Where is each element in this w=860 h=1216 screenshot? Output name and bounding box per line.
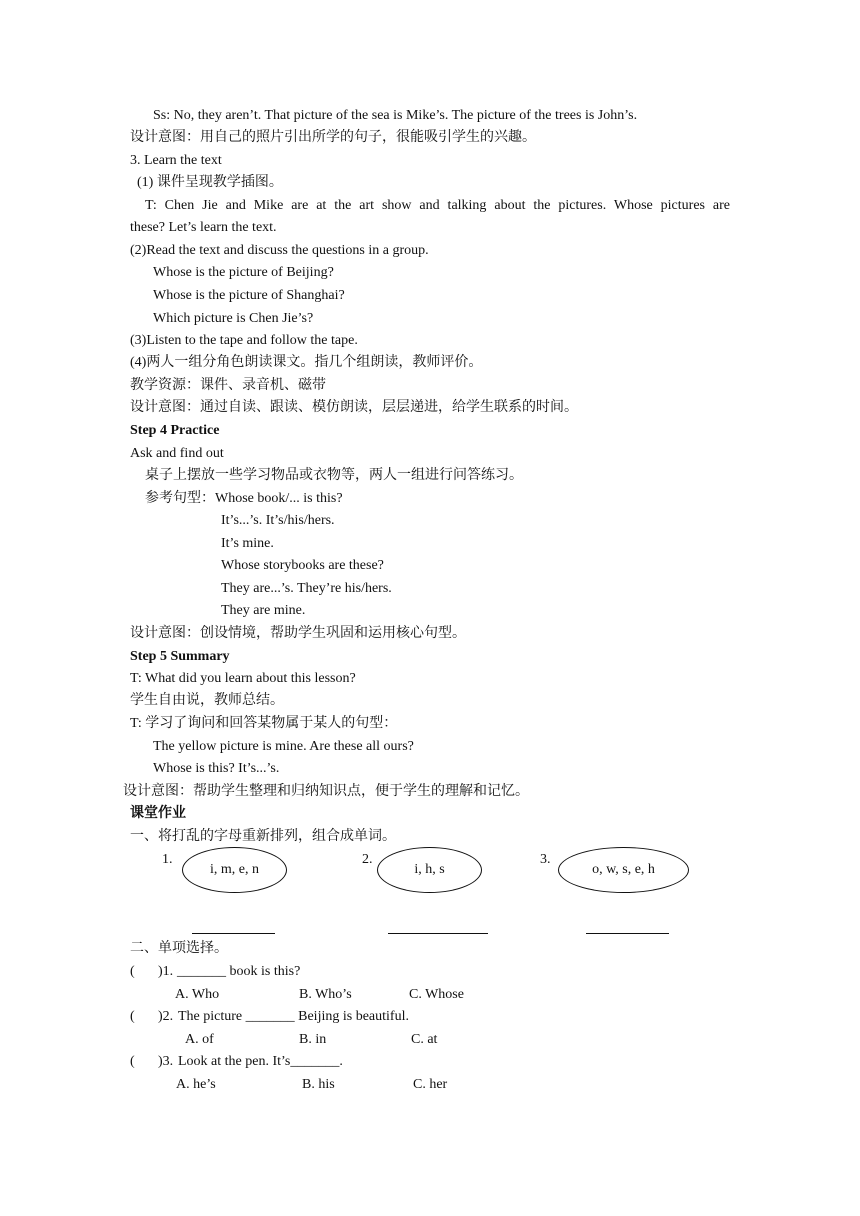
sentence-pattern: It’s mine. <box>221 536 274 551</box>
scramble-number: 2. <box>362 852 373 867</box>
scramble-letters: i, h, s <box>414 862 445 877</box>
sentence-pattern: It’s...’s. It’s/his/hers. <box>221 513 335 528</box>
design-intent: 设计意图：用自己的照片引出所学的句子，很能吸引学生的兴趣。 <box>130 130 536 145</box>
question-line: Whose is the picture of Beijing? <box>153 265 334 280</box>
answer-paren: ( <box>130 1054 135 1069</box>
scramble-oval <box>558 847 689 893</box>
question-number: )1. <box>158 964 174 979</box>
option-a: A. of <box>185 1032 214 1047</box>
activity-title: Ask and find out <box>130 446 224 461</box>
question-line: Which picture is Chen Jie’s? <box>153 311 314 326</box>
sentence-pattern: They are...’s. They’re his/hers. <box>221 581 392 596</box>
step-item: (1) 课件呈现教学插图。 <box>137 175 283 190</box>
section-heading: Step 4 Practice <box>130 423 220 438</box>
scramble-oval <box>377 847 482 893</box>
option-c: C. at <box>411 1032 438 1047</box>
step-item: (2)Read the text and discuss the questions in a group. <box>130 243 429 258</box>
option-c: C. her <box>413 1077 448 1092</box>
sentence-pattern: They are mine. <box>221 603 306 618</box>
option-c: C. Whose <box>409 987 464 1002</box>
scramble-letters: o, w, s, e, h <box>592 862 655 877</box>
scramble-oval <box>182 847 287 893</box>
answer-paren: ( <box>130 1009 135 1024</box>
answer-blank[interactable] <box>388 933 488 934</box>
section-heading: 3. Learn the text <box>130 153 222 168</box>
dialogue-line: T: What did you learn about this lesson? <box>130 671 356 686</box>
scramble-number: 1. <box>162 852 173 867</box>
question-number: )3. <box>158 1054 174 1069</box>
dialogue-line: Ss: No, they aren’t. That picture of the sea is Mike’s. The picture of the trees is John’s. <box>153 108 638 123</box>
summary-sentence: Whose is this? It’s...’s. <box>153 761 280 776</box>
question-stem: Look at the pen. It’s_______. <box>178 1054 343 1069</box>
option-a: A. he’s <box>176 1077 216 1092</box>
scramble-number: 3. <box>540 852 551 867</box>
sentence-pattern: 参考句型：Whose book/... is this? <box>145 491 343 506</box>
design-intent: 设计意图：创设情境，帮助学生巩固和运用核心句型。 <box>130 626 466 641</box>
section-heading: Step 5 Summary <box>130 649 230 664</box>
design-intent: 设计意图：帮助学生整理和归纳知识点，便于学生的理解和记忆。 <box>123 784 529 799</box>
answer-paren: ( <box>130 964 135 979</box>
question-stem: _______ book is this? <box>177 964 301 979</box>
answer-blank[interactable] <box>586 933 669 934</box>
teaching-resources: 教学资源：课件、录音机、磁带 <box>130 378 326 393</box>
question-line: Whose is the picture of Shanghai? <box>153 288 345 303</box>
summary-sentence: The yellow picture is mine. Are these all ours? <box>153 739 414 754</box>
exercise-heading: 二、单项选择。 <box>130 941 228 956</box>
dialogue-line: T: 学习了询问和回答某物属于某人的句型： <box>130 716 398 731</box>
scramble-letters: i, m, e, n <box>210 862 259 877</box>
step-item: (3)Listen to the tape and follow the tape. <box>130 333 358 348</box>
design-intent: 设计意图：通过自读、跟读、模仿朗读，层层递进，给学生联系的时间。 <box>130 400 578 415</box>
homework-heading: 课堂作业 <box>130 806 186 821</box>
answer-blank[interactable] <box>192 933 275 934</box>
option-b: B. in <box>299 1032 327 1047</box>
activity-description: 桌子上摆放一些学习物品或衣物等，两人一组进行问答练习。 <box>145 468 523 483</box>
option-a: A. Who <box>175 987 220 1002</box>
step-item: (4)两人一组分角色朗读课文。指几个组朗读，教师评价。 <box>130 355 483 370</box>
exercise-heading: 一、将打乱的字母重新排列，组合成单词。 <box>130 829 396 844</box>
dialogue-line: these? Let’s learn the text. <box>130 220 277 235</box>
summary-note: 学生自由说，教师总结。 <box>130 693 284 708</box>
option-b: B. his <box>302 1077 335 1092</box>
dialogue-line: T: Chen Jie and Mike are at the art show and talking about the pictures. Whose pictures are <box>145 198 730 213</box>
question-number: )2. <box>158 1009 174 1024</box>
option-b: B. Who’s <box>299 987 352 1002</box>
sentence-pattern: Whose storybooks are these? <box>221 558 384 573</box>
question-stem: The picture _______ Beijing is beautiful. <box>178 1009 409 1024</box>
